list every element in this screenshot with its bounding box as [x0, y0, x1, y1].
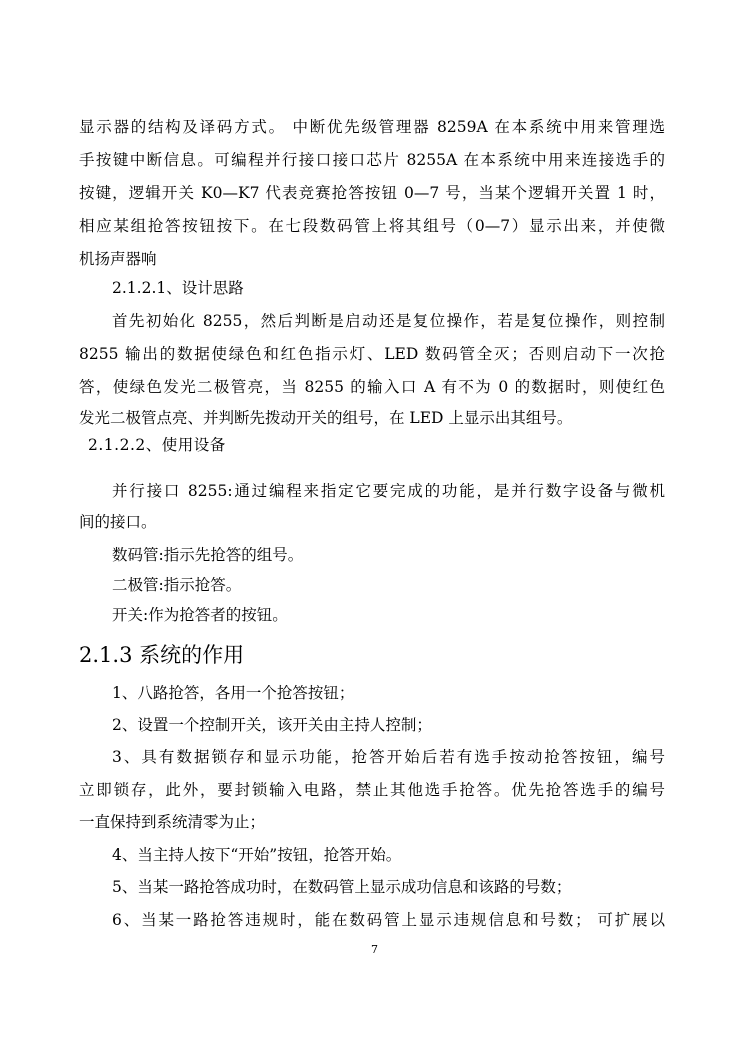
text-line: 二极管:指示抢答。: [112, 576, 242, 594]
page-number: 7: [371, 943, 378, 956]
subsection-title: 2.1.2.1、设计思路: [112, 279, 244, 297]
text-line: 按键，逻辑开关 K0—K7 代表竞赛抢答按钮 0—7 号，当某个逻辑开关置 1 时，: [79, 184, 665, 202]
text-line: 并行接口 8255:通过编程来指定它要完成的功能，是并行数字设备与微机: [112, 482, 665, 500]
list-item: 5、当某一路抢答成功时，在数码管上显示成功信息和该路的号数；: [112, 878, 572, 896]
list-item: 4、当主持人按下“开始”按钮，抢答开始。: [112, 846, 402, 864]
text-line: 开关:作为抢答者的按钮。: [112, 606, 288, 624]
text-line: 首先初始化 8255，然后判断是启动还是复位操作，若是复位操作，则控制: [112, 312, 665, 330]
text-line: 相应某组抢答按钮按下。在七段数码管上将其组号（0—7）显示出来，并使微: [79, 217, 665, 235]
text-line: 机扬声器响: [79, 250, 157, 268]
list-item: 2、设置一个控制开关，该开关由主持人控制；: [112, 716, 432, 734]
text-line: 一直保持到系统清零为止；: [79, 813, 266, 831]
text-line: 答，使绿色发光二极管亮，当 8255 的输入口 A 有不为 0 的数据时，则使红色: [79, 378, 665, 396]
text-line: 8255 输出的数据使绿色和红色指示灯、LED 数码管全灭；否则启动下一次抢: [79, 345, 665, 363]
text-line: 发光二极管点亮、并判断先拨动开关的组号，在 LED 上显示出其组号。: [79, 409, 573, 427]
list-item: 6、当某一路抢答违规时，能在数码管上显示违规信息和号数； 可扩展以: [112, 911, 665, 929]
text-line: 间的接口。: [79, 513, 157, 531]
text-line: 数码管:指示先抢答的组号。: [112, 546, 304, 564]
list-item: 3、具有数据锁存和显示功能，抢答开始后若有选手按动抢答按钮，编号: [112, 748, 665, 766]
text-line: 立即锁存，此外，要封锁输入电路，禁止其他选手抢答。优先抢答选手的编号: [79, 781, 665, 799]
section-heading: 2.1.3 系统的作用: [79, 643, 245, 667]
subsection-title: 2.1.2.2、使用设备: [88, 436, 226, 454]
text-line: 手按键中断信息。可编程并行接口接口芯片 8255A 在本系统中用来连接选手的: [79, 151, 665, 169]
list-item: 1、八路抢答，各用一个抢答按钮；: [112, 684, 355, 702]
text-line: 显示器的结构及译码方式。 中断优先级管理器 8259A 在本系统中用来管理选: [79, 118, 665, 136]
